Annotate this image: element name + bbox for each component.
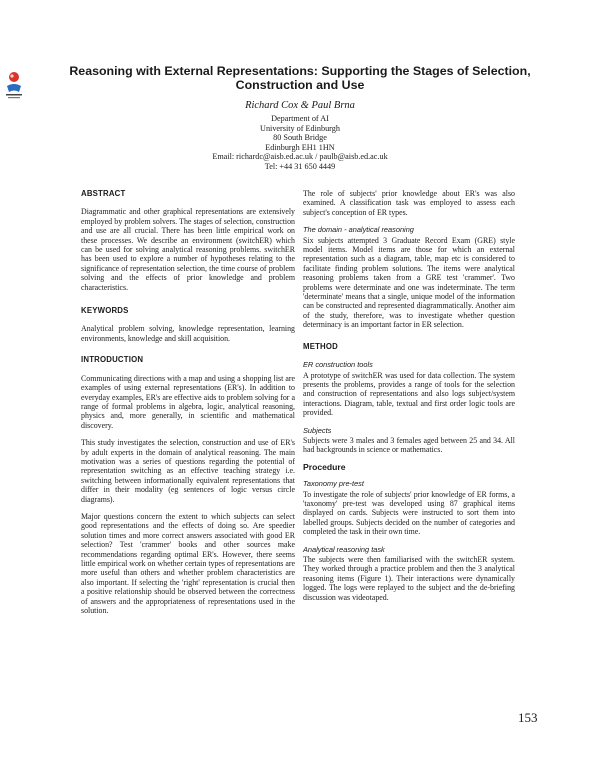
affiliation-street: 80 South Bridge: [273, 133, 327, 143]
affiliation-telephone: Tel: +44 31 650 4449: [264, 161, 336, 171]
subjects-paragraph: Subjects were 3 males and 3 females aged between 25 and 34. All had backgrounds in science or mathematics.: [303, 435, 515, 455]
introduction-heading: INTRODUCTION: [81, 355, 144, 365]
domain-paragraph: Six subjects attempted 3 Graduate Record Exam (GRE) style model items. Model items are those for which an external representation such as a diagram, table, map etc is considered to facilitate finding problem solutions. The items were analytical reasoning problems taken from a GRE test 'crammer'. Two problems were determinate and one was indeterminate. The term 'determinate' means that a single, unique model of the information can be constructed and represented diagrammatically. Another aim of the study, therefore, was to investigate whether question determinacy is an important factor in ER selection.: [303, 235, 515, 330]
affiliation-city: Edinburgh EH1 1HN: [265, 142, 335, 152]
paper-authors: Richard Cox & Paul Brna: [245, 100, 355, 111]
affiliation-department: Department of AI: [271, 114, 329, 123]
affiliation-university: University of Edinburgh: [260, 123, 340, 133]
method-heading: METHOD: [303, 341, 338, 351]
tools-subheading: ER construction tools: [303, 360, 373, 370]
subjects-subheading: Subjects: [303, 425, 332, 435]
author-affiliation: [150, 114, 450, 172]
procedure-heading: Procedure: [303, 461, 346, 472]
right-column: [303, 189, 515, 610]
domain-subheading: The domain - analytical reasoning: [303, 225, 414, 235]
prior-knowledge-paragraph: The role of subjects' prior knowledge about ER's was also examined. A classification task was employed to assess each subject's conception of ER types.: [303, 189, 515, 217]
keywords-heading: KEYWORDS: [81, 306, 129, 316]
left-column: [81, 189, 295, 623]
taxonomy-paragraph: To investigate the role of subjects' prior knowledge of ER forms, a 'taxonomy' pre-test was developed using 87 graphical items displayed on cards. Subjects were instructed to sort them into labelled groups. Subjects decided on the number of categories and completed the task in their own time.: [303, 489, 515, 537]
abstract-text: Diagrammatic and other graphical representations are extensively employed by problem solvers. The stages of selection, construction and use are all crucial. There has been little empirical work on these processes. We describe an environment (switchER) which can be used for solving analytical reasoning problems. switchER has been used to explore a number of hypotheses relating to the significance of representation selection, the time course of problem solving and the effects of prior knowledge and problem characteristics.: [81, 207, 295, 292]
page-number: 153: [518, 710, 538, 725]
paper-title: Reasoning with External Representations: Supporting the Stages of Selection, Construction and Use: [69, 64, 531, 92]
affiliation-email: Email: richardc@aisb.ed.ac.uk / paulb@aisb.ed.ac.uk: [212, 152, 388, 162]
taxonomy-subheading: Taxonomy pre-test: [303, 479, 364, 489]
analytical-task-subheading: Analytical reasoning task: [303, 544, 385, 554]
conference-logo-icon: [4, 68, 24, 102]
intro-paragraph-2: This study investigates the selection, construction and use of ER's by adult experts in the domain of analytical reasoning. The main motivation was a series of questions regarding the potential of representation switching as an effective teaching strategy i.e. switching between informationally equivalent representations that differ in their modality (eg sentences of logic versus circle diagrams).: [81, 438, 295, 504]
intro-paragraph-1: Communicating directions with a map and using a shopping list are examples of using external representations (ER's). In addition to everyday examples, ER's are effective aids to problem solving for a range of formal problems in algebra, logic, analytical reasoning, physics and, more generally, in scientific and mathematical discovery.: [81, 373, 295, 430]
intro-paragraph-3: Major questions concern the extent to which subjects can select good representations and the effects of doing so. Are speedier solution times and more correct answers associated with good ER selection? Test 'crammer' books and other sources make recommendations regarding optimal ER's. However, there seems little empirical work on whether certain types of representations are more useful than others and whether problem characteristics are also important. If selecting the 'right' representation is crucial then a positive relationship should be observed between the correctness of answers and the appropriateness of representations used in the solution.: [81, 511, 295, 616]
abstract-heading: ABSTRACT: [81, 189, 126, 198]
keywords-text: Analytical problem solving, knowledge representation, learning environments, knowledge and skill acquisition.: [81, 324, 295, 343]
tools-paragraph: A prototype of switchER was used for data collection. The system presents the problems, provides a range of tools for the selection and construction of representations and also logs subject/system interactions. Diagram, table, textual and first order logic tools are provided.: [303, 370, 515, 418]
analytical-task-paragraph: The subjects were then familiarised with the switchER system. They worked through a practice problem and then the 3 analytical reasoning items (Figure 1). Their interactions were dynamically logged. The logs were replayed to the subject and the de-briefing discussion was videotaped.: [303, 555, 515, 602]
